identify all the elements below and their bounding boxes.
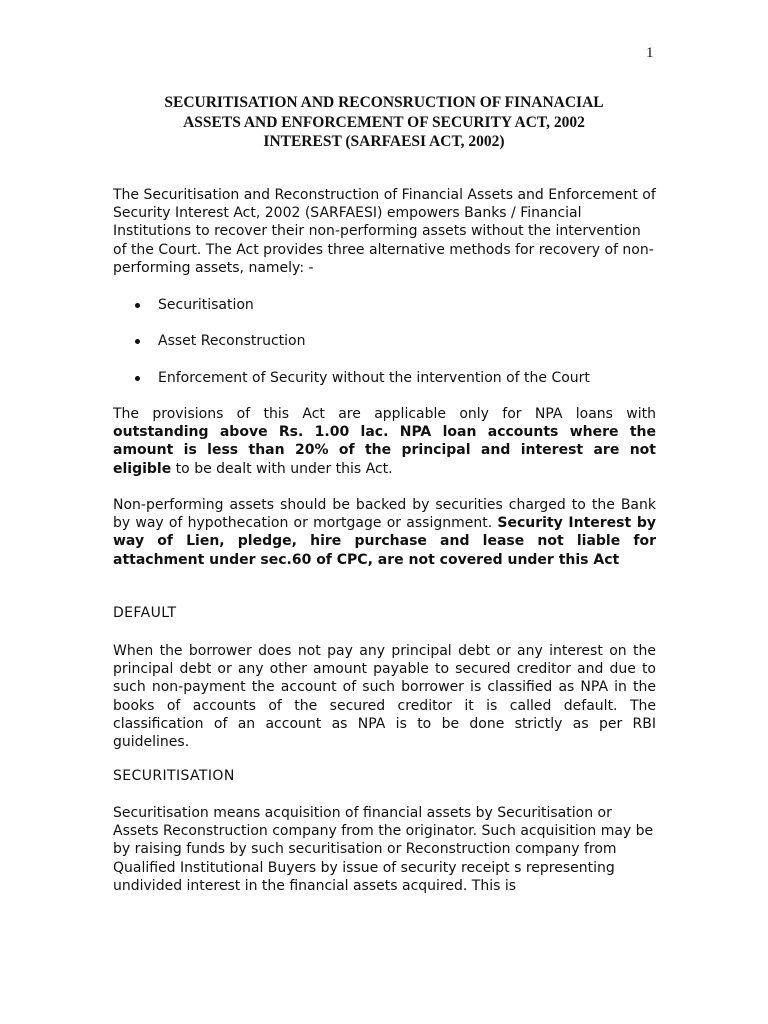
title-line-1: SECURITISATION AND RECONSRUCTION OF FINANACIAL (164, 94, 604, 111)
list-item-label: Asset Reconstruction (158, 333, 306, 349)
applicability-tail: to be dealt with under this Act. (171, 460, 393, 477)
applicability-bold: outstanding above Rs. 1.00 lac. NPA loan accounts where the amount is less than 20% of the principal and interest are not eligible (113, 424, 656, 477)
applicability-lead: The provisions of this Act are applicable only for NPA loans with (113, 406, 656, 422)
bullet-icon (135, 339, 140, 344)
list-item-label: Securitisation (158, 297, 254, 313)
title-line-2: ASSETS AND ENFORCEMENT OF SECURITY ACT, 2002 (183, 113, 585, 131)
securitisation-heading: SECURITISATION (113, 768, 235, 784)
page-number: 1 (646, 45, 654, 61)
default-heading: DEFAULT (113, 605, 177, 621)
backing-bold: Security Interest by way of Lien, pledge, hire purchase and lease not liable for attachment under sec.60 of CPC, are not covered under this Act (113, 515, 656, 568)
title-line-3: INTEREST (SARFAESI ACT, 2002) (263, 133, 505, 150)
backing-lead: Non-performing assets should be backed by securities charged to the Bank by way of hypothecation or mortgage or assignment. (113, 497, 656, 532)
intro-paragraph: The Securitisation and Reconstruction of Financial Assets and Enforcement of Security Interest Act, 2002 (SARFAESI) empowers Banks / Financial Institutions to recover their non-performing assets without the intervention of the Court. The Act provides three alternative methods for recovery of non-performing assets, namely: - (113, 187, 656, 276)
document-title (112, 93, 656, 152)
bullet-icon (135, 376, 140, 381)
bullet-icon (135, 303, 140, 308)
backing-paragraph (113, 496, 656, 569)
list-item-label: Enforcement of Security without the intervention of the Court (158, 370, 590, 386)
default-paragraph: When the borrower does not pay any principal debt or any interest on the principal debt or any other amount payable to secured creditor and due to such non-payment the account of such borrower is classified as NPA in the books of accounts of the secured creditor it is called default. The classification of an account as NPA is to be done strictly as per RBI guidelines. (113, 643, 656, 751)
securitisation-paragraph: Securitisation means acquisition of financial assets by Securitisation or Assets Reconstruction company from the originator. Such acquisition may be by raising funds by such securitisation or Reconstruction company from Qualified Institutional Buyers by issue of security receipt s representing undivided interest in the financial assets acquired. This is (113, 805, 654, 894)
applicability-paragraph (113, 405, 656, 478)
